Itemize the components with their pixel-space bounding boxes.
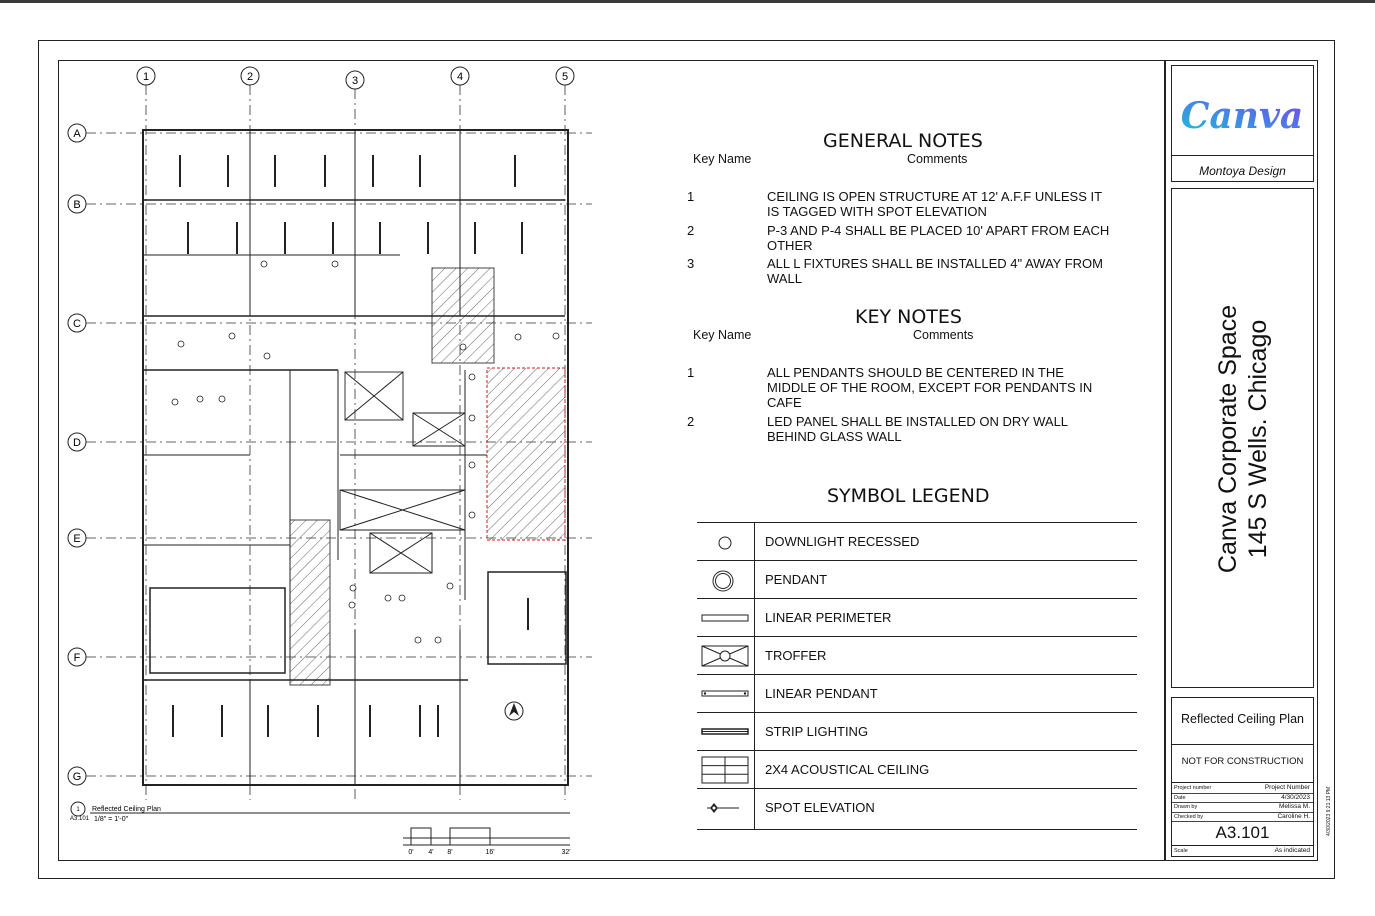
downlight-fixture bbox=[469, 512, 475, 518]
info-label: Checked by bbox=[1174, 813, 1204, 820]
grid-row-label: C bbox=[73, 318, 81, 330]
legend-row bbox=[697, 598, 1137, 637]
legend-label: DOWNLIGHT RECESSED bbox=[765, 534, 920, 549]
scale-bar-label: 4' bbox=[428, 849, 434, 856]
symbol-legend-title: SYMBOL LEGEND bbox=[827, 485, 990, 507]
sheet-info-rows bbox=[1172, 784, 1313, 822]
downlight-fixture bbox=[172, 399, 178, 405]
key-note-key: 1 bbox=[687, 365, 695, 380]
info-label: Drawn by bbox=[1174, 804, 1198, 810]
legend-row bbox=[697, 788, 1137, 830]
key-note-key: 2 bbox=[687, 414, 695, 429]
view-number: 1 bbox=[76, 807, 80, 813]
general-note-text: CEILING IS OPEN STRUCTURE AT 12' A.F.F UNLESS IT IS TAGGED WITH SPOT ELEVATION bbox=[767, 189, 1102, 219]
grid-row-label: B bbox=[73, 199, 81, 211]
window-top-border bbox=[0, 0, 1375, 3]
grid-row-label: D bbox=[73, 437, 81, 449]
sheet-number: A3.101 bbox=[1215, 823, 1270, 842]
legend-label: PENDANT bbox=[765, 572, 828, 587]
downlight-fixture bbox=[261, 261, 267, 267]
legend-label: TROFFER bbox=[765, 648, 827, 663]
scale-bar-label: 0' bbox=[408, 849, 414, 856]
view-scale: 1/8" = 1'-0" bbox=[94, 816, 129, 823]
legend-row bbox=[697, 750, 1137, 789]
general-note-key: 1 bbox=[687, 189, 695, 204]
firm-name: Montoya Design bbox=[1199, 164, 1286, 178]
downlight-fixture bbox=[349, 602, 355, 608]
scale-bar-label: 32' bbox=[561, 849, 571, 856]
project-name-line1: Canva Corporate Space bbox=[1214, 304, 1242, 574]
general-notes-comments-header: Comments bbox=[907, 152, 968, 166]
legend-row bbox=[697, 674, 1137, 713]
grid-row-label: G bbox=[72, 771, 82, 783]
info-value: Caroline H. bbox=[1277, 812, 1310, 820]
legend-label: 2X4 ACOUSTICAL CEILING bbox=[765, 762, 930, 777]
acoustical-ceiling-icon bbox=[697, 751, 755, 789]
downlight-fixture bbox=[264, 353, 270, 359]
general-note-text: ALL L FIXTURES SHALL BE INSTALLED 4" AWAY FROM WALL bbox=[767, 256, 1103, 286]
downlight-fixture bbox=[332, 261, 338, 267]
info-value: Project Number bbox=[1264, 784, 1310, 791]
grid-row-label: F bbox=[73, 652, 81, 664]
general-note-key: 3 bbox=[687, 256, 695, 271]
scale-value: As indicated bbox=[1274, 847, 1310, 854]
general-notes-title: GENERAL NOTES bbox=[823, 130, 983, 152]
info-label: Date bbox=[1174, 794, 1186, 801]
grid-row-label: A bbox=[73, 128, 81, 140]
view-sheet: A3.101 bbox=[70, 816, 90, 822]
info-label: Project number bbox=[1174, 785, 1212, 791]
downlight-fixture bbox=[399, 595, 405, 601]
general-note-key: 2 bbox=[687, 223, 695, 238]
legend-label: LINEAR PENDANT bbox=[765, 686, 878, 701]
legend-label: STRIP LIGHTING bbox=[765, 724, 869, 739]
floor-plan bbox=[59, 61, 634, 860]
project-name bbox=[1213, 305, 1273, 573]
downlight-recessed-icon bbox=[697, 523, 755, 561]
key-notes-comments-header: Comments bbox=[913, 328, 974, 342]
grid-column-label: 3 bbox=[351, 75, 359, 87]
key-note-text: ALL PENDANTS SHOULD BE CENTERED IN THE MIDDLE OF THE ROOM, EXCEPT FOR PENDANTS IN CAFE bbox=[767, 365, 1093, 410]
construction-status: NOT FOR CONSTRUCTION bbox=[1181, 756, 1304, 767]
scale-bar bbox=[403, 828, 570, 845]
pendant-icon bbox=[697, 561, 755, 599]
grid-column-label: 1 bbox=[142, 71, 150, 83]
downlight-fixture bbox=[553, 333, 559, 339]
spot-elevation-icon bbox=[697, 789, 755, 829]
downlight-fixture bbox=[469, 462, 475, 468]
legend-label: LINEAR PERIMETER bbox=[765, 610, 892, 625]
downlight-fixture bbox=[447, 583, 453, 589]
scale-bar-label: 8' bbox=[447, 849, 453, 856]
key-note-text: LED PANEL SHALL BE INSTALLED ON DRY WALL BEHIND GLASS WALL bbox=[767, 414, 1068, 444]
canva-logo-text: Canva bbox=[1180, 95, 1304, 137]
downlight-fixture bbox=[219, 396, 225, 402]
general-note-text: P-3 AND P-4 SHALL BE PLACED 10' APART FROM EACH OTHER bbox=[767, 223, 1110, 253]
project-name-box bbox=[1171, 188, 1314, 688]
downlight-fixture bbox=[415, 637, 421, 643]
key-notes-title: KEY NOTES bbox=[855, 306, 962, 328]
downlight-fixture bbox=[469, 415, 475, 421]
scale-label: Scale bbox=[1174, 848, 1188, 854]
legend-label: SPOT ELEVATION bbox=[765, 800, 875, 815]
info-value: Melissa M. bbox=[1278, 803, 1310, 810]
grid-column-label: 4 bbox=[456, 71, 464, 83]
legend-row bbox=[697, 712, 1137, 751]
project-name-line2: 145 S Wells. Chicago bbox=[1244, 319, 1272, 559]
downlight-fixture bbox=[229, 333, 235, 339]
downlight-fixture bbox=[435, 637, 441, 643]
troffer-icon bbox=[697, 637, 755, 675]
downlight-fixture bbox=[350, 585, 356, 591]
legend-row bbox=[697, 636, 1137, 675]
linear-pendant-icon bbox=[697, 675, 755, 713]
grid-column-label: 5 bbox=[561, 71, 569, 83]
downlight-fixture bbox=[197, 396, 203, 402]
general-notes-key-header: Key Name bbox=[693, 152, 752, 166]
downlight-fixture bbox=[385, 595, 391, 601]
view-title: Reflected Ceiling Plan bbox=[92, 806, 161, 813]
grid-column-label: 2 bbox=[246, 71, 254, 83]
strip-lighting-icon bbox=[697, 713, 755, 751]
sheet-info-box bbox=[1171, 697, 1314, 857]
info-value: 4/30/2023 bbox=[1281, 793, 1310, 801]
downlight-fixture bbox=[469, 374, 475, 380]
scale-bar-label: 16' bbox=[485, 849, 495, 856]
print-timestamp: 4/30/2023 9:21:13 PM bbox=[1326, 786, 1332, 836]
downlight-fixture bbox=[178, 341, 184, 347]
linear-perimeter-icon bbox=[697, 599, 755, 637]
legend-row bbox=[697, 522, 1137, 561]
grid-row-label: E bbox=[73, 533, 81, 545]
downlight-fixture bbox=[515, 334, 521, 340]
title-block bbox=[1165, 60, 1318, 861]
key-notes-key-header: Key Name bbox=[693, 328, 752, 342]
sheet-title: Reflected Ceiling Plan bbox=[1181, 712, 1304, 726]
legend-row bbox=[697, 560, 1137, 599]
